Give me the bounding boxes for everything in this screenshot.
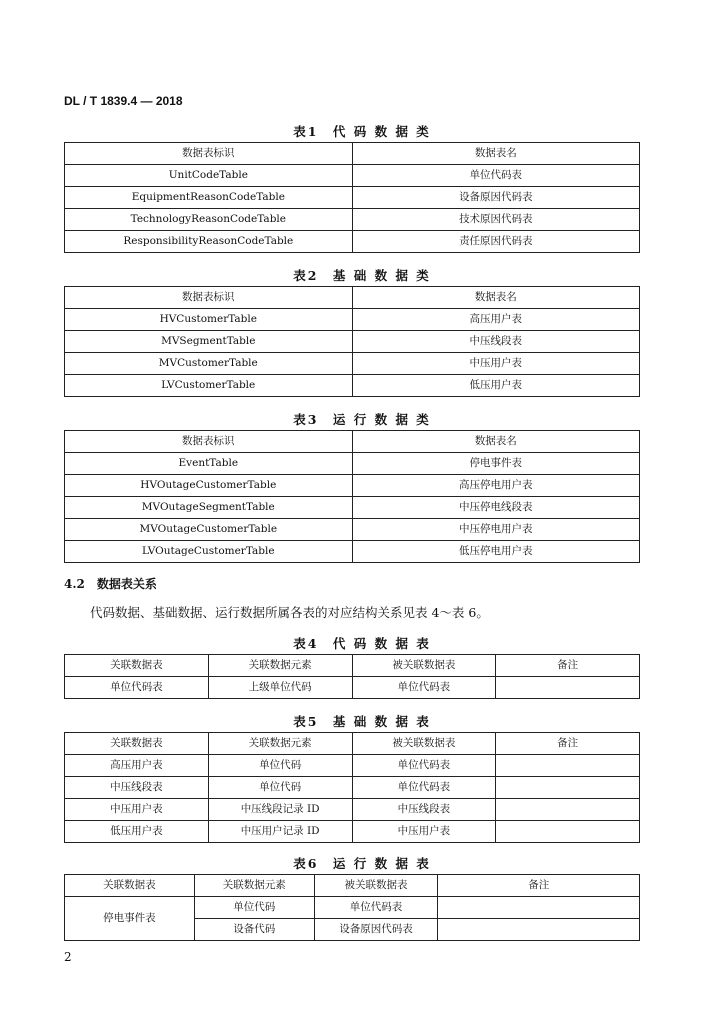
table5: [64, 732, 640, 843]
table-header-row: [65, 143, 640, 165]
table-cell: EventTable: [65, 453, 353, 475]
table-cell: 单位代码: [194, 897, 314, 919]
header-cell: 数据表标识: [65, 143, 353, 165]
table-cell: 单位代码表: [352, 677, 496, 699]
table-cell: 低压停电用户表: [352, 541, 639, 563]
table-cell: 上级单位代码: [208, 677, 352, 699]
table3-caption: 表3 运 行 数 据 类: [293, 412, 431, 427]
table-cell: 中压用户记录 ID: [208, 821, 352, 843]
table-cell: 单位代码表: [352, 777, 496, 799]
table-cell: HVOutageCustomerTable: [65, 475, 353, 497]
table1: [64, 142, 640, 253]
merged-cell: 停电事件表: [65, 897, 195, 941]
table-cell: 中压线段记录 ID: [208, 799, 352, 821]
table-cell: 停电事件表: [352, 453, 639, 475]
table-cell: 设备代码: [194, 919, 314, 941]
header-cell: 备注: [438, 875, 640, 897]
table-cell: HVCustomerTable: [65, 309, 353, 331]
table-row: [65, 309, 640, 331]
table-row: [65, 453, 640, 475]
table-cell: [438, 919, 640, 941]
document-id: DL / T 1839.4 — 2018: [64, 94, 183, 108]
table-cell: 中压线段表: [65, 777, 209, 799]
header-cell: 备注: [496, 733, 640, 755]
table2-caption: 表2 基 础 数 据 类: [293, 268, 431, 283]
table-cell: 低压用户表: [65, 821, 209, 843]
table-row: [65, 677, 640, 699]
table-cell: MVCustomerTable: [65, 353, 353, 375]
table-cell: 中压用户表: [65, 799, 209, 821]
table-cell: [496, 777, 640, 799]
table-cell: MVOutageSegmentTable: [65, 497, 353, 519]
table-row: [65, 755, 640, 777]
table-row: [65, 165, 640, 187]
table-cell: [496, 677, 640, 699]
table-header-row: [65, 431, 640, 453]
header-cell: 关联数据元素: [208, 733, 352, 755]
table-cell: LVCustomerTable: [65, 375, 353, 397]
header-cell: 数据表名: [352, 143, 639, 165]
header-cell: 被关联数据表: [314, 875, 438, 897]
table-row: [65, 497, 640, 519]
table-cell: 技术原因代码表: [352, 209, 639, 231]
header-cell: 数据表标识: [65, 287, 353, 309]
table-cell: 高压停电用户表: [352, 475, 639, 497]
header-cell: 被关联数据表: [352, 733, 496, 755]
table-header-row: [65, 287, 640, 309]
page-number: 2: [64, 950, 72, 964]
table-row: [65, 475, 640, 497]
table-cell: 单位代码表: [352, 165, 639, 187]
table-cell: 中压线段表: [352, 331, 639, 353]
table6-caption: 表6 运 行 数 据 表: [293, 856, 431, 871]
table-cell: MVOutageCustomerTable: [65, 519, 353, 541]
header-cell: 关联数据表: [65, 733, 209, 755]
table-row: [65, 519, 640, 541]
header-cell: 数据表标识: [65, 431, 353, 453]
table-cell: [496, 755, 640, 777]
header-cell: 关联数据表: [65, 655, 209, 677]
table-header-row: [65, 655, 640, 677]
table4: [64, 654, 640, 699]
table-cell: 单位代码: [208, 777, 352, 799]
table-row: [65, 353, 640, 375]
header-cell: 被关联数据表: [352, 655, 496, 677]
table-row: [65, 821, 640, 843]
table1-caption: 表1 代 码 数 据 类: [293, 124, 431, 139]
table-cell: [496, 799, 640, 821]
table-cell: 单位代码表: [314, 897, 438, 919]
table-cell: 中压用户表: [352, 353, 639, 375]
table-cell: 责任原因代码表: [352, 231, 639, 253]
section-heading: 4.2 数据表关系: [64, 577, 157, 591]
table-cell: LVOutageCustomerTable: [65, 541, 353, 563]
table-cell: 单位代码表: [65, 677, 209, 699]
table-cell: ResponsibilityReasonCodeTable: [65, 231, 353, 253]
table-cell: 低压用户表: [352, 375, 639, 397]
table-cell: TechnologyReasonCodeTable: [65, 209, 353, 231]
table-row: [65, 331, 640, 353]
table4-caption: 表4 代 码 数 据 表: [293, 636, 431, 651]
table-cell: UnitCodeTable: [65, 165, 353, 187]
table-cell: 中压停电线段表: [352, 497, 639, 519]
table-cell: 单位代码: [208, 755, 352, 777]
table-cell: [438, 897, 640, 919]
table6: [64, 874, 640, 941]
table2: [64, 286, 640, 397]
table-cell: 中压线段表: [352, 799, 496, 821]
header-cell: 备注: [496, 655, 640, 677]
table-cell: 高压用户表: [352, 309, 639, 331]
table-row: [65, 897, 640, 919]
table-cell: 中压用户表: [352, 821, 496, 843]
table-row: [65, 777, 640, 799]
header-cell: 数据表名: [352, 431, 639, 453]
header-cell: 关联数据元素: [194, 875, 314, 897]
table-cell: MVSegmentTable: [65, 331, 353, 353]
table-row: [65, 799, 640, 821]
table-row: [65, 209, 640, 231]
table-row: [65, 231, 640, 253]
header-cell: 关联数据元素: [208, 655, 352, 677]
header-cell: 数据表名: [352, 287, 639, 309]
table-header-row: [65, 875, 640, 897]
table-cell: 中压停电用户表: [352, 519, 639, 541]
table-cell: 设备原因代码表: [314, 919, 438, 941]
table-cell: EquipmentReasonCodeTable: [65, 187, 353, 209]
table5-caption: 表5 基 础 数 据 表: [293, 714, 431, 729]
table-cell: 高压用户表: [65, 755, 209, 777]
table3: [64, 430, 640, 563]
table-row: [65, 541, 640, 563]
table-cell: 单位代码表: [352, 755, 496, 777]
table-header-row: [65, 733, 640, 755]
table-row: [65, 375, 640, 397]
section-paragraph: 代码数据、基础数据、运行数据所属各表的对应结构关系见表 4～表 6。: [90, 605, 489, 620]
table-cell: [496, 821, 640, 843]
table-row: [65, 187, 640, 209]
table-cell: 设备原因代码表: [352, 187, 639, 209]
header-cell: 关联数据表: [65, 875, 195, 897]
